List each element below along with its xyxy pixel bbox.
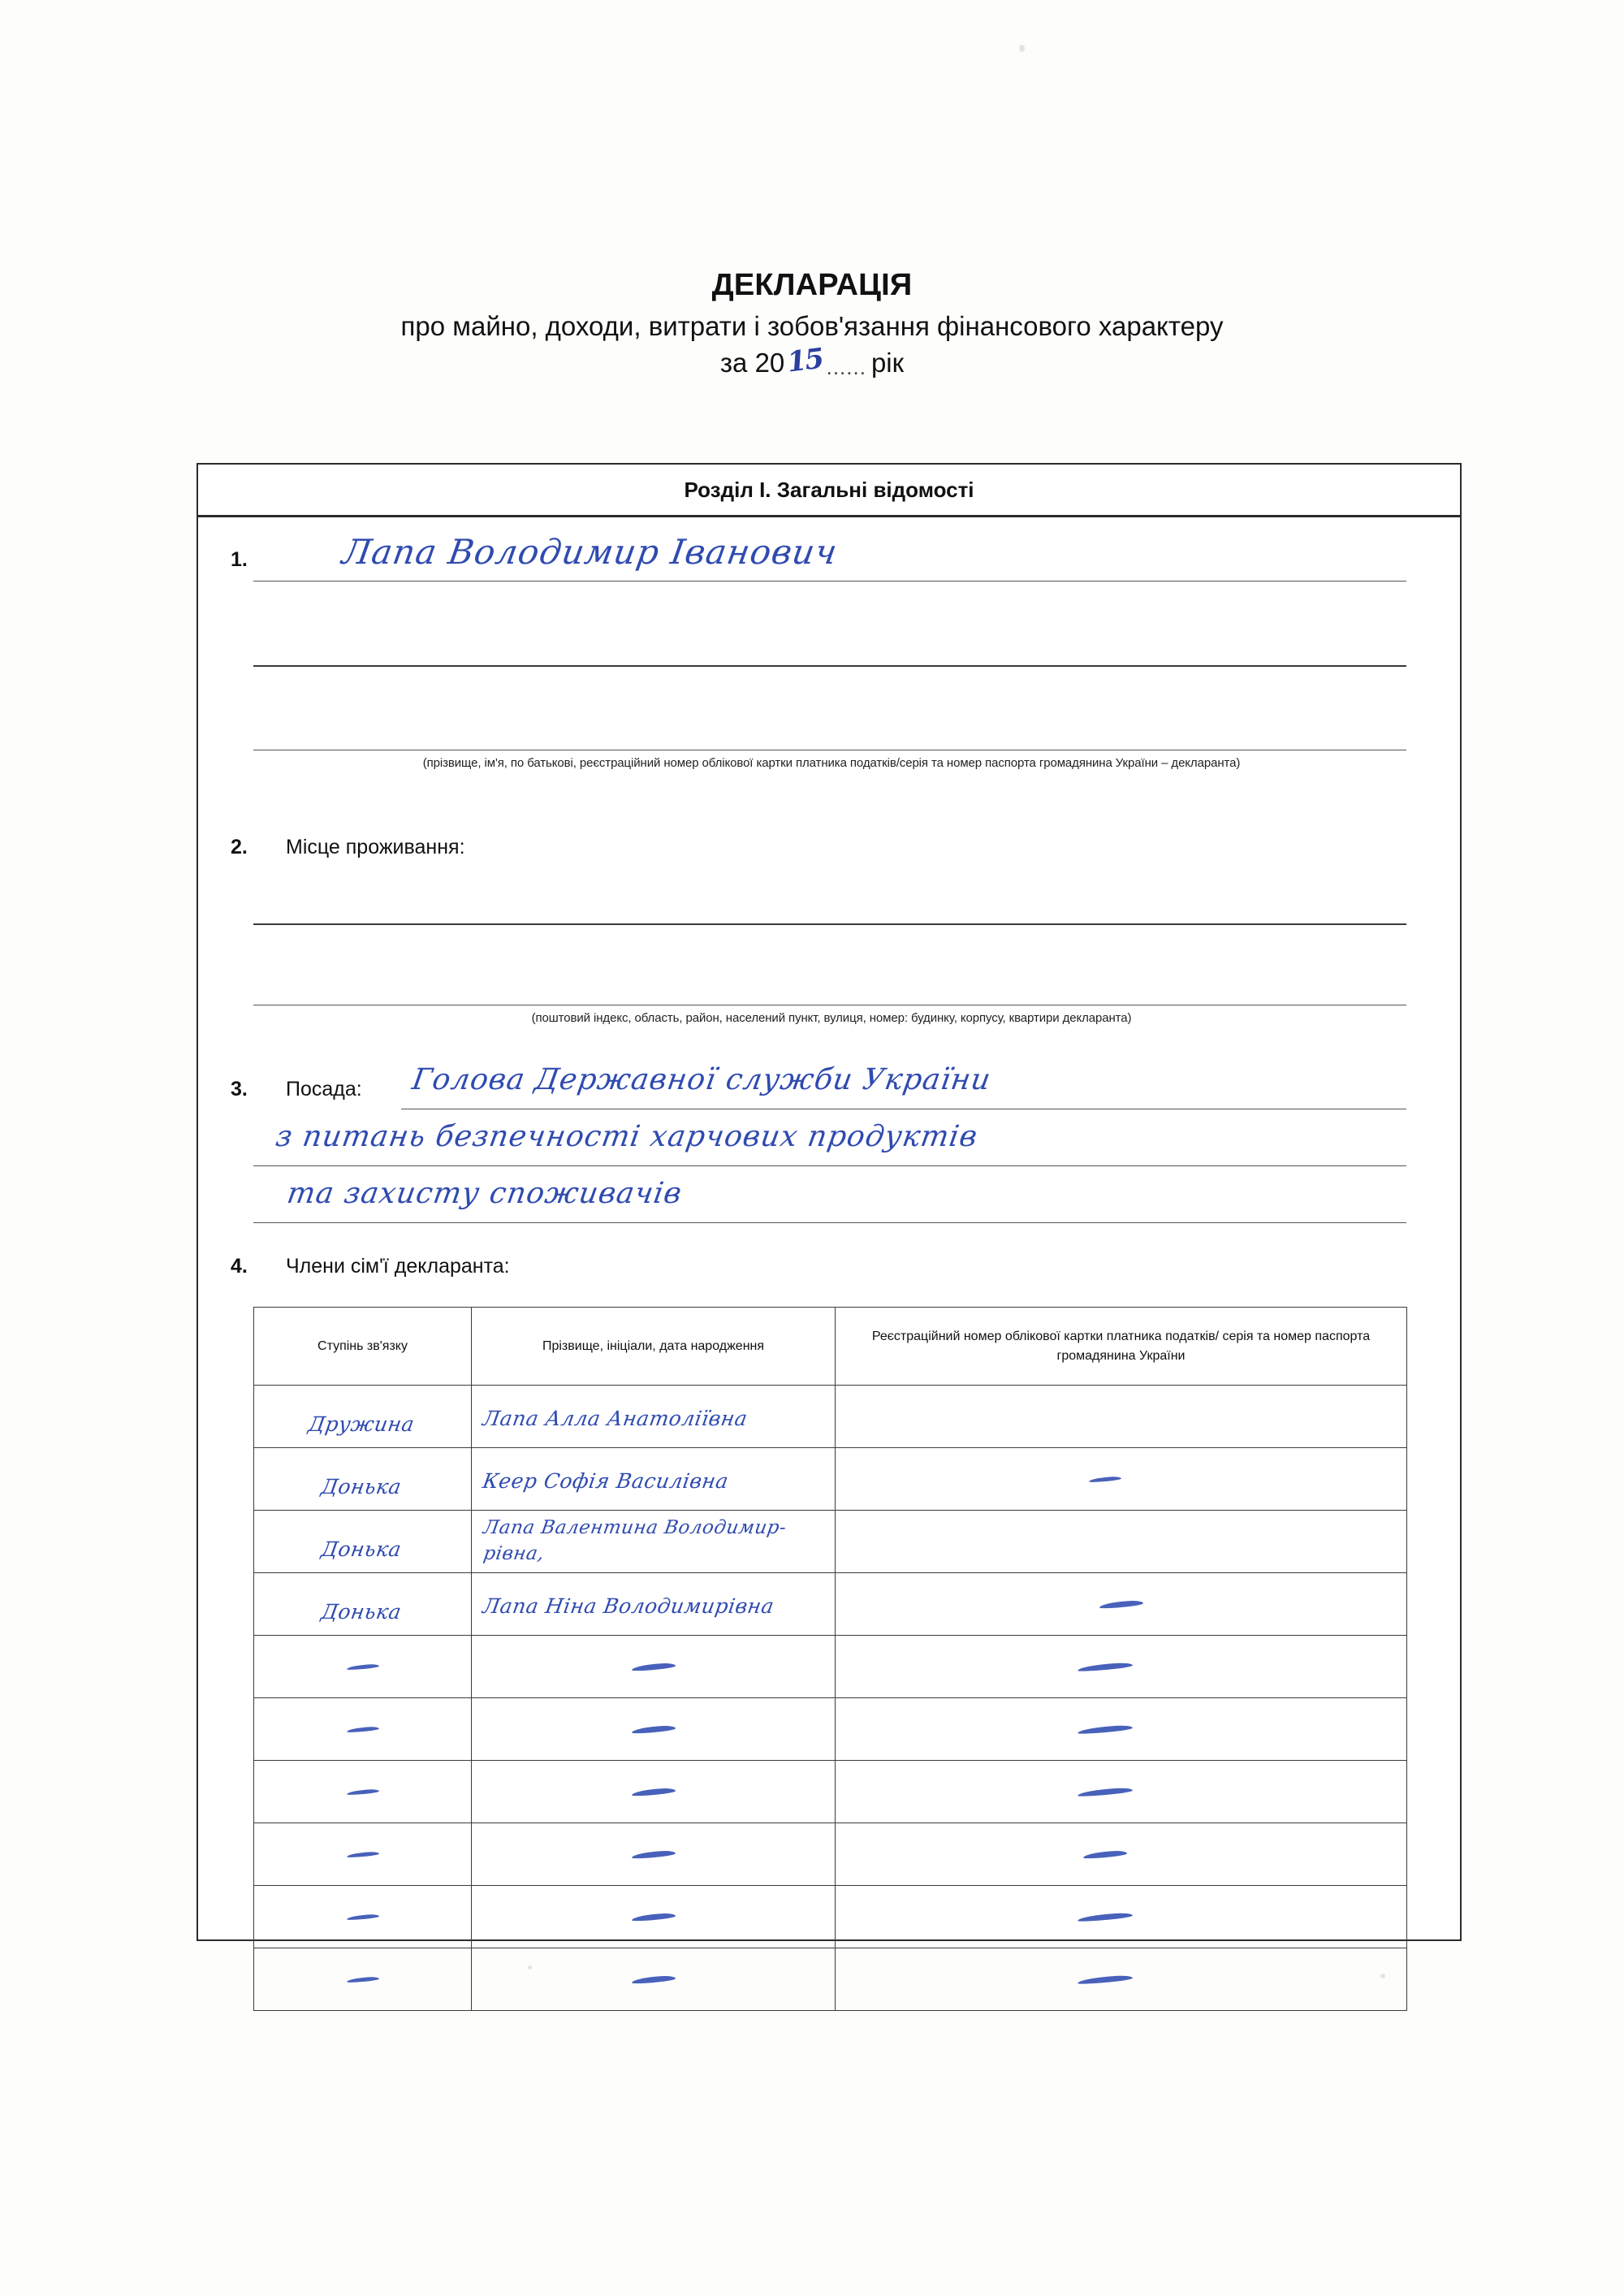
- cell-name: [472, 1948, 836, 2011]
- dash-mark-icon: [346, 1663, 378, 1670]
- tax-id-value: [836, 1636, 1406, 1697]
- dash-mark-icon: [346, 1788, 378, 1795]
- title-block: [0, 268, 1624, 379]
- scan-speck: [1019, 45, 1025, 52]
- tax-id-value: [836, 1948, 1406, 2010]
- field-1-rule-2: [253, 665, 1406, 667]
- name-value: [472, 1886, 835, 1948]
- column-header-name: Прізвище, ініціали, дата народження: [472, 1308, 836, 1386]
- cell-name: [472, 1698, 836, 1761]
- table-row: [254, 1948, 1407, 2011]
- form-frame: [197, 463, 1462, 1941]
- cell-relation: [254, 1698, 472, 1761]
- cell-tax-id: [836, 1761, 1407, 1823]
- dash-mark-icon: [1077, 1662, 1132, 1672]
- dash-mark-icon: [1077, 1974, 1132, 1985]
- relation-value: Донька: [319, 1537, 404, 1561]
- tax-id-value: [836, 1386, 1406, 1447]
- cell-name: [472, 1761, 836, 1823]
- table-row: [254, 1636, 1407, 1698]
- column-header-tax-id: Реєстраційний номер облікової картки платника податків/ серія та номер паспорта громадянина України: [836, 1308, 1407, 1386]
- cell-tax-id: [836, 1948, 1407, 2011]
- dash-mark-icon: [631, 1912, 675, 1922]
- cell-relation: [254, 1511, 472, 1573]
- cell-tax-id: [836, 1636, 1407, 1698]
- year-suffix-label: рік: [870, 348, 905, 378]
- table-row: [254, 1761, 1407, 1823]
- field-1-handwritten-value: Лапа Володимир Іванович: [339, 532, 841, 572]
- relation-value: [254, 1698, 471, 1760]
- field-3-handwritten-line-2: з питань безпечності харчових продуктів: [273, 1120, 980, 1153]
- field-3-number: 3.: [231, 1078, 248, 1100]
- name-value-continued: рівна,: [482, 1543, 546, 1564]
- relation-value: Донька: [319, 1599, 404, 1624]
- dash-mark-icon: [346, 1976, 378, 1983]
- cell-relation: [254, 1761, 472, 1823]
- year-line: [0, 342, 1624, 379]
- dash-mark-icon: [631, 1724, 675, 1734]
- table-row: [254, 1573, 1407, 1636]
- dash-mark-icon: [631, 1849, 675, 1859]
- year-handwritten-value: 15: [785, 342, 825, 379]
- year-prefix-label: за 20: [719, 348, 785, 378]
- cell-name: [472, 1511, 836, 1573]
- cell-name: [472, 1448, 836, 1511]
- field-4-label: Члени сім'ї декларанта:: [286, 1255, 510, 1278]
- cell-relation: [254, 1386, 472, 1448]
- field-3-handwritten-line-1: Голова Державної служби України: [409, 1063, 994, 1096]
- dash-mark-icon: [1077, 1724, 1132, 1735]
- name-value: [472, 1948, 835, 2010]
- cell-name: [472, 1823, 836, 1886]
- cell-tax-id: [836, 1886, 1407, 1948]
- relation-value: [254, 1636, 471, 1697]
- relation-value: [254, 1761, 471, 1823]
- field-2-caption: (поштовий індекс, область, район, населений пункт, вулиця, номер: будинку, корпусу, квартири декларанта): [531, 1011, 1132, 1025]
- field-3-rule-3: [253, 1222, 1406, 1223]
- cell-tax-id: [836, 1511, 1407, 1573]
- cell-tax-id: [836, 1448, 1407, 1511]
- field-2-number: 2.: [231, 836, 248, 858]
- cell-relation: [254, 1448, 472, 1511]
- relation-value: Донька: [319, 1474, 404, 1498]
- table-row: [254, 1511, 1407, 1573]
- cell-name: [472, 1386, 836, 1448]
- name-value: Лапа Валентина Володимир-: [482, 1516, 788, 1538]
- field-2-label: Місце проживання:: [286, 836, 465, 858]
- name-value: Лапа Алла Анатоліївна: [481, 1406, 749, 1430]
- tax-id-value: [836, 1886, 1406, 1948]
- name-value: [472, 1636, 835, 1697]
- cell-name: [472, 1886, 836, 1948]
- dash-mark-icon: [631, 1974, 675, 1984]
- cell-tax-id: [836, 1573, 1407, 1636]
- cell-relation: [254, 1823, 472, 1886]
- tax-id-value: [836, 1511, 1406, 1572]
- column-header-relation: Ступінь зв'язку: [254, 1308, 472, 1386]
- cell-name: [472, 1636, 836, 1698]
- tax-id-value: [836, 1761, 1406, 1823]
- table-row: [254, 1886, 1407, 1948]
- cell-tax-id: [836, 1386, 1407, 1448]
- cell-name: [472, 1573, 836, 1636]
- dash-mark-icon: [346, 1851, 378, 1857]
- field-1-caption: (прізвище, ім'я, по батькові, реєстраційний номер облікової картки платника податків/серія та номер паспорта громадянина України – декларанта): [422, 756, 1241, 770]
- dash-mark-icon: [631, 1662, 675, 1671]
- table-row: [254, 1698, 1407, 1761]
- dash-mark-icon: [1077, 1787, 1132, 1797]
- tax-id-value: [836, 1573, 1406, 1635]
- dash-mark-icon: [1077, 1912, 1132, 1922]
- table-row: [254, 1448, 1407, 1511]
- dash-mark-icon: [346, 1726, 378, 1732]
- field-3-rule-2: [253, 1165, 1406, 1166]
- name-value: Кеер Софія Василівна: [481, 1468, 731, 1493]
- cell-relation: [254, 1636, 472, 1698]
- name-value: Лапа Ніна Володимирівна: [481, 1593, 776, 1618]
- cell-tax-id: [836, 1698, 1407, 1761]
- document-subtitle: про майно, доходи, витрати і зобов'язання фінансового характеру: [400, 311, 1224, 341]
- cell-relation: [254, 1948, 472, 2011]
- name-value: [472, 1823, 835, 1885]
- field-1-number: 1.: [231, 548, 248, 571]
- cell-relation: [254, 1886, 472, 1948]
- tax-id-value: [836, 1823, 1406, 1885]
- dash-mark-icon: [1088, 1476, 1121, 1482]
- relation-value: [254, 1823, 471, 1885]
- dash-mark-icon: [346, 1913, 378, 1920]
- name-value: [472, 1761, 835, 1823]
- section-header: Розділ I. Загальні відомості: [198, 465, 1460, 517]
- year-dotted-fill: ......: [826, 355, 866, 379]
- dash-mark-icon: [631, 1787, 675, 1797]
- field-2-rule-1: [253, 923, 1406, 925]
- table-body: [254, 1386, 1407, 2011]
- cell-relation: [254, 1573, 472, 1636]
- document-title: ДЕКЛАРАЦІЯ: [711, 268, 913, 302]
- relation-value: [254, 1886, 471, 1948]
- table-row: [254, 1823, 1407, 1886]
- dash-mark-icon: [1099, 1599, 1142, 1609]
- name-value: [472, 1698, 835, 1760]
- table-header-row: [254, 1308, 1407, 1386]
- dash-mark-icon: [1082, 1849, 1126, 1859]
- field-4-number: 4.: [231, 1255, 248, 1278]
- field-3-label: Посада:: [286, 1078, 362, 1100]
- field-3-handwritten-line-3: та захисту споживачів: [284, 1177, 685, 1210]
- tax-id-value: [836, 1698, 1406, 1760]
- tax-id-value: [836, 1448, 1406, 1510]
- cell-tax-id: [836, 1823, 1407, 1886]
- relation-value: [254, 1948, 471, 2010]
- field-1-rule-1: [253, 581, 1406, 582]
- table-row: [254, 1386, 1407, 1448]
- relation-value: Дружина: [306, 1412, 417, 1436]
- family-members-table: [253, 1307, 1407, 2011]
